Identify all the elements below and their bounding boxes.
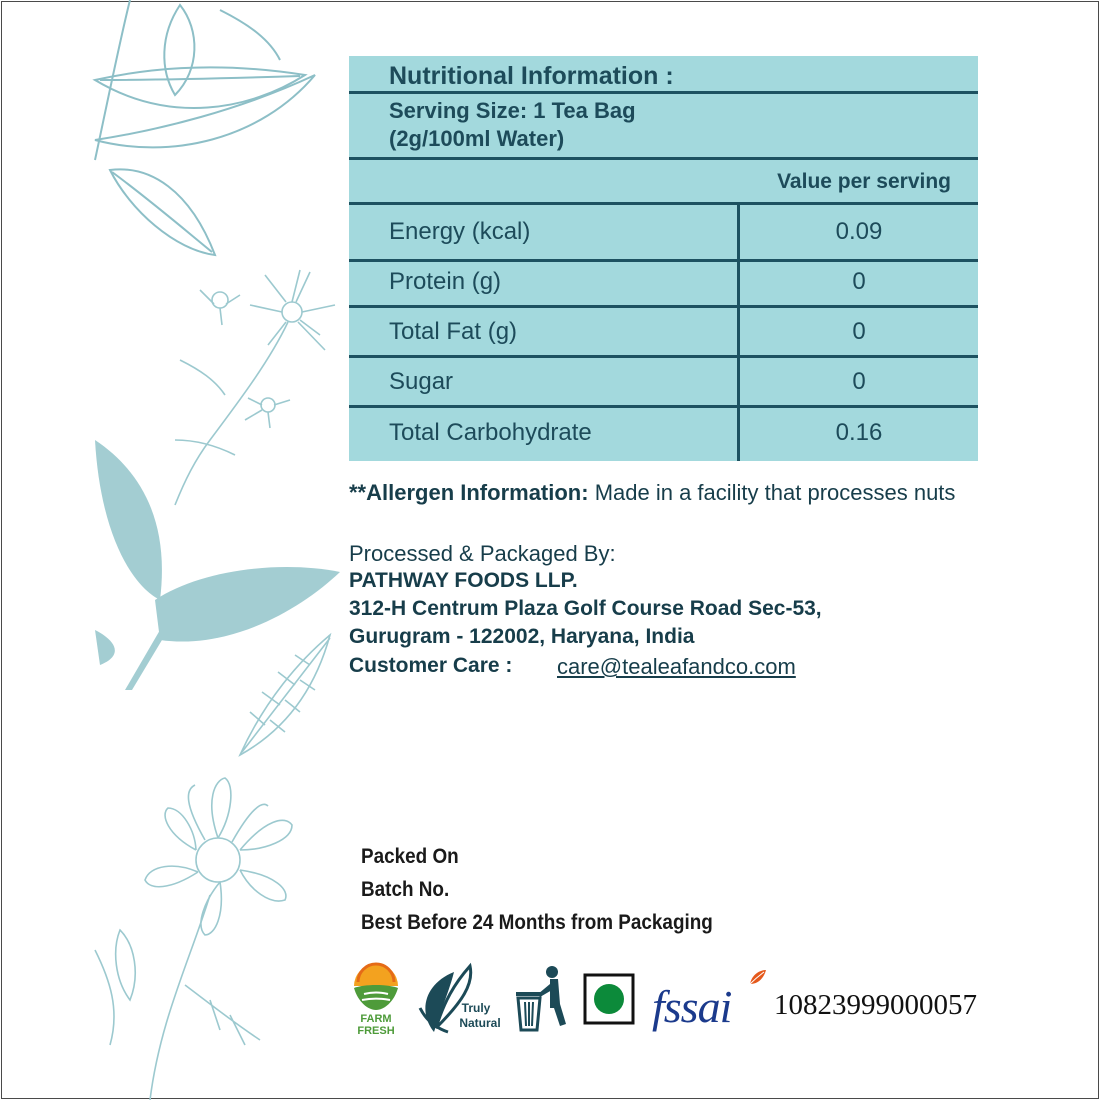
table-divider bbox=[349, 355, 978, 358]
allergen-text: Made in a facility that processes nuts bbox=[588, 480, 956, 505]
botanical-illustration bbox=[0, 0, 360, 1100]
table-divider bbox=[349, 91, 978, 94]
nutrition-title: Nutritional Information : bbox=[389, 62, 674, 90]
serving-size-line1: Serving Size: 1 Tea Bag bbox=[389, 98, 636, 123]
fssai-leaf-icon bbox=[748, 968, 768, 986]
farm-fresh-text-2: FRESH bbox=[357, 1025, 395, 1036]
table-divider bbox=[349, 157, 978, 160]
solid-leaves bbox=[95, 440, 340, 690]
nutrition-table bbox=[349, 56, 978, 461]
table-row-value: 0 bbox=[852, 318, 866, 345]
chamomile-sketch bbox=[175, 270, 335, 505]
table-row-label: Total Fat (g) bbox=[389, 318, 518, 345]
processed-by-heading: Processed & Packaged By: bbox=[349, 541, 616, 566]
customer-care-label: Customer Care : bbox=[349, 654, 513, 677]
table-row-value: 0 bbox=[852, 368, 866, 395]
farm-fresh-text-1: FARM bbox=[360, 1013, 392, 1025]
table-divider bbox=[349, 202, 978, 205]
serving-size bbox=[389, 97, 636, 153]
table-row-label: Protein (g) bbox=[389, 268, 502, 295]
serving-size-line2: (2g/100ml Water) bbox=[389, 126, 565, 151]
table-row-label: Sugar bbox=[389, 368, 454, 395]
fssai-license-number: 10823999000057 bbox=[774, 989, 977, 1021]
batch-number: Batch No. bbox=[361, 878, 450, 901]
best-before: Best Before 24 Months from Packaging bbox=[361, 911, 713, 934]
table-row-label: Total Carbohydrate bbox=[389, 419, 592, 446]
vegetarian-mark-icon bbox=[582, 972, 636, 1026]
table-row-value: 0.16 bbox=[835, 419, 883, 446]
company-name: PATHWAY FOODS LLP. bbox=[349, 569, 578, 592]
table-row-value: 0 bbox=[852, 268, 866, 295]
packed-on: Packed On bbox=[361, 845, 459, 868]
address-line-1: 312-H Centrum Plaza Golf Course Road Sec-53, bbox=[349, 597, 822, 620]
table-row-label: Energy (kcal) bbox=[389, 218, 531, 245]
daisy-sketch-bottom bbox=[95, 778, 292, 1100]
allergen-label: **Allergen Information: bbox=[349, 480, 589, 505]
allergen-information bbox=[349, 480, 969, 505]
table-divider bbox=[349, 259, 978, 262]
natural-text: Natural bbox=[459, 1016, 501, 1030]
farm-fresh-icon bbox=[350, 958, 402, 1036]
table-row-value: 0.09 bbox=[835, 218, 883, 245]
dispose-bin-icon bbox=[514, 964, 568, 1034]
customer-care-email-link[interactable]: care@tealeafandco.com bbox=[557, 654, 796, 679]
truly-natural-icon bbox=[414, 962, 508, 1036]
leaf-outline-middle bbox=[240, 635, 330, 755]
address-line-2: Gurugram - 122002, Haryana, India bbox=[349, 625, 695, 648]
table-divider bbox=[349, 305, 978, 308]
fssai-logo-text: fssai bbox=[652, 981, 732, 1032]
table-divider bbox=[349, 405, 978, 408]
leaf-sketch-top bbox=[95, 0, 315, 255]
truly-text: Truly bbox=[461, 1001, 491, 1015]
value-column-header: Value per serving bbox=[777, 170, 951, 193]
